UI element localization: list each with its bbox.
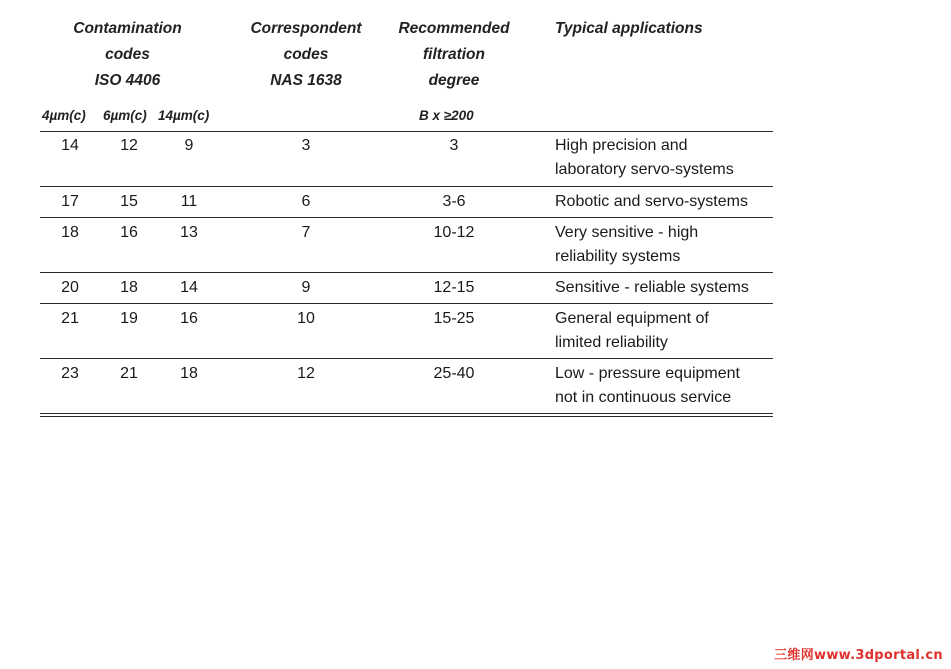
table-cell-nas: 3 — [301, 137, 311, 154]
application-line: Very sensitive - high — [555, 224, 699, 241]
table-cell-application — [555, 190, 748, 214]
table-cell-filtration: 25-40 — [433, 365, 475, 382]
header-filtration-line3: degree — [428, 72, 480, 89]
table-cell-4um: 21 — [61, 310, 79, 327]
header-contamination-line1: Contamination — [73, 20, 182, 37]
table-cell-filtration: 3-6 — [442, 193, 466, 210]
table-cell-14um: 13 — [180, 224, 198, 241]
header-filtration-degree — [386, 16, 522, 94]
header-contamination-line2: codes — [105, 46, 150, 63]
table-cell-14um: 9 — [184, 137, 194, 154]
table-cell-filtration: 15-25 — [433, 310, 475, 327]
table-cell-6um: 18 — [120, 279, 138, 296]
application-line: limited reliability — [555, 334, 668, 351]
table-cell-nas: 6 — [301, 193, 311, 210]
table-cell-filtration: 3 — [449, 137, 459, 154]
table-cell-4um: 23 — [61, 365, 79, 382]
table-cell-nas: 7 — [301, 224, 311, 241]
table-cell-application — [555, 134, 734, 182]
application-line: Robotic and servo-systems — [555, 193, 748, 210]
site-watermark: 三维网www.3dportal.cn — [774, 648, 943, 663]
table-cell-filtration: 10-12 — [433, 224, 475, 241]
application-line: not in continuous service — [555, 389, 732, 406]
table-cell-6um: 15 — [120, 193, 138, 210]
table-cell-4um: 18 — [61, 224, 79, 241]
subheader-6um: 6µm(c) — [103, 108, 147, 123]
table-cell-14um: 18 — [180, 365, 198, 382]
application-line: High precision and — [555, 137, 688, 154]
header-correspondent-line1: Correspondent — [250, 20, 362, 37]
application-line: laboratory servo-systems — [555, 161, 734, 178]
table-cell-6um: 21 — [120, 365, 138, 382]
header-correspondent-line2: codes — [283, 46, 329, 63]
table-cell-application — [555, 276, 749, 300]
table-cell-application — [555, 362, 740, 410]
application-line: General equipment of — [555, 310, 709, 327]
table-cell-nas: 12 — [297, 365, 315, 382]
header-correspondent-codes — [238, 16, 374, 94]
row-divider — [40, 358, 773, 359]
subheader-4um: 4µm(c) — [42, 108, 86, 123]
table-cell-application — [555, 307, 709, 355]
table-bottom-double-rule — [40, 413, 773, 417]
header-contamination-line3: ISO 4406 — [94, 72, 161, 89]
table-cell-4um: 17 — [61, 193, 79, 210]
application-line: reliability systems — [555, 248, 681, 265]
row-divider — [40, 186, 773, 187]
row-divider — [40, 303, 773, 304]
table-cell-14um: 16 — [180, 310, 198, 327]
table-cell-application — [555, 221, 698, 269]
table-cell-14um: 11 — [180, 193, 198, 210]
table-cell-6um: 12 — [120, 137, 138, 154]
subheader-14um: 14µm(c) — [158, 108, 210, 123]
header-correspondent-line3: NAS 1638 — [270, 72, 342, 89]
header-divider — [40, 131, 773, 132]
table-cell-4um: 20 — [61, 279, 79, 296]
header-filtration-line1: Recommended — [398, 20, 510, 37]
table-cell-14um: 14 — [180, 279, 198, 296]
table-cell-nas: 9 — [301, 279, 311, 296]
table-cell-filtration: 12-15 — [433, 279, 475, 296]
header-typical-applications — [555, 16, 703, 42]
table-cell-6um: 19 — [120, 310, 138, 327]
header-contamination-codes — [55, 16, 200, 94]
table-cell-4um: 14 — [61, 137, 79, 154]
row-divider — [40, 217, 773, 218]
row-divider — [40, 272, 773, 273]
application-line: Sensitive - reliable systems — [555, 279, 749, 296]
header-applications-line1: Typical applications — [555, 20, 703, 37]
header-filtration-line2: filtration — [423, 46, 485, 63]
subheader-beta-ratio: B x ≥200 — [419, 108, 474, 123]
table-cell-6um: 16 — [120, 224, 138, 241]
table-cell-nas: 10 — [297, 310, 315, 327]
application-line: Low - pressure equipment — [555, 365, 740, 382]
